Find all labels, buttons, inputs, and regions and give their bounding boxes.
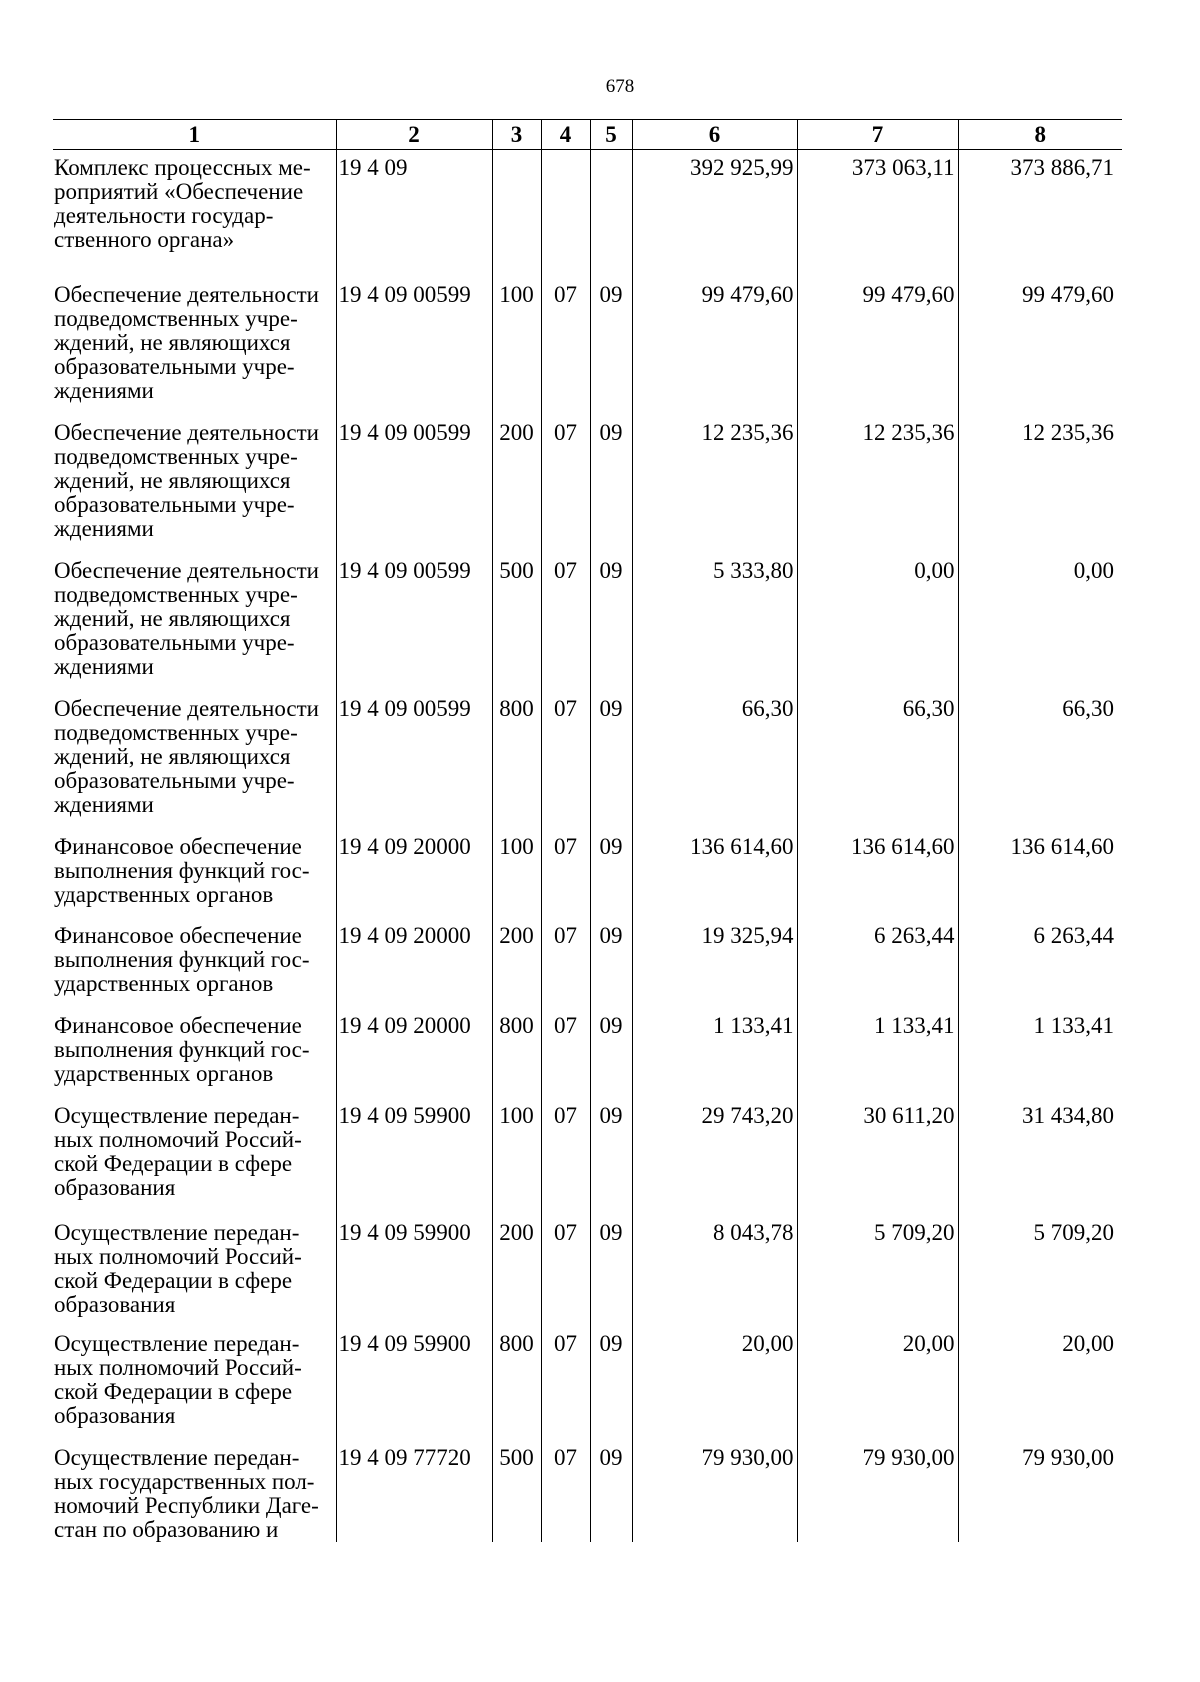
row-value8-cell: 66,30 <box>958 691 1122 829</box>
row-section-cell: 07 <box>541 553 590 691</box>
column-header: 1 <box>53 120 336 150</box>
row-type-cell: 100 <box>492 277 541 415</box>
row-name-line: ской Федерации в сфере <box>54 1268 293 1293</box>
row-code-cell: 19 4 09 00599 <box>336 277 492 415</box>
row-name-line: номочий Республики Даге- <box>54 1493 319 1518</box>
row-name-cell <box>53 277 336 415</box>
row-code-cell: 19 4 09 00599 <box>336 691 492 829</box>
row-subsection-cell: 09 <box>590 1008 632 1098</box>
column-header: 8 <box>958 120 1122 150</box>
table-row <box>53 1215 1122 1326</box>
row-type-cell: 100 <box>492 829 541 918</box>
row-value7-cell: 5 709,20 <box>797 1215 958 1326</box>
row-name-line: ждений, не являющихся <box>54 468 291 493</box>
row-value8-cell: 20,00 <box>958 1326 1122 1440</box>
table-row <box>53 918 1122 1008</box>
row-name-line: ждениями <box>54 516 154 541</box>
table-row <box>53 150 1122 278</box>
row-name-line: подведомственных учре- <box>54 306 298 331</box>
row-value8-cell: 1 133,41 <box>958 1008 1122 1098</box>
row-code-cell: 19 4 09 00599 <box>336 415 492 553</box>
row-type-cell: 100 <box>492 1098 541 1215</box>
row-name-line: ных государственных пол- <box>54 1469 315 1494</box>
row-subsection-cell: 09 <box>590 918 632 1008</box>
row-section-cell: 07 <box>541 415 590 553</box>
row-code-cell: 19 4 09 59900 <box>336 1215 492 1326</box>
row-name-line: Осуществление передан- <box>54 1445 300 1470</box>
column-header: 3 <box>492 120 541 150</box>
row-value8-cell: 79 930,00 <box>958 1440 1122 1542</box>
row-value7-cell: 1 133,41 <box>797 1008 958 1098</box>
row-name-line: выполнения функций гос- <box>54 858 310 883</box>
table-row <box>53 1440 1122 1542</box>
row-code-cell: 19 4 09 20000 <box>336 1008 492 1098</box>
row-subsection-cell: 09 <box>590 1098 632 1215</box>
row-subsection-cell: 09 <box>590 691 632 829</box>
row-value7-cell: 12 235,36 <box>797 415 958 553</box>
row-section-cell: 07 <box>541 918 590 1008</box>
table-row <box>53 277 1122 415</box>
row-name-line: Осуществление передан- <box>54 1331 300 1356</box>
table-row <box>53 415 1122 553</box>
row-name-line: выполнения функций гос- <box>54 947 310 972</box>
row-value7-cell: 66,30 <box>797 691 958 829</box>
row-name-cell <box>53 415 336 553</box>
row-subsection-cell: 09 <box>590 415 632 553</box>
row-name-cell <box>53 829 336 918</box>
row-name-cell <box>53 1440 336 1542</box>
row-name-line: деятельности государ- <box>54 203 274 228</box>
row-name-line: образования <box>54 1292 176 1317</box>
column-header: 5 <box>590 120 632 150</box>
row-name-line: выполнения функций гос- <box>54 1037 310 1062</box>
row-section-cell: 07 <box>541 1215 590 1326</box>
row-value7-cell: 373 063,11 <box>797 150 958 278</box>
row-name-line: образования <box>54 1403 176 1428</box>
row-subsection-cell: 09 <box>590 277 632 415</box>
row-name-line: Обеспечение деятельности <box>54 558 319 583</box>
row-name-line: подведомственных учре- <box>54 720 298 745</box>
row-section-cell: 07 <box>541 1326 590 1440</box>
row-type-cell: 800 <box>492 1008 541 1098</box>
row-value8-cell: 6 263,44 <box>958 918 1122 1008</box>
row-value8-cell: 5 709,20 <box>958 1215 1122 1326</box>
row-name-line: Обеспечение деятельности <box>54 420 319 445</box>
row-name-cell <box>53 691 336 829</box>
row-name-line: Финансовое обеспечение <box>54 834 302 859</box>
row-subsection-cell: 09 <box>590 829 632 918</box>
row-name-line: Обеспечение деятельности <box>54 282 319 307</box>
row-section-cell: 07 <box>541 691 590 829</box>
row-type-cell: 500 <box>492 553 541 691</box>
row-value7-cell: 136 614,60 <box>797 829 958 918</box>
row-value8-cell: 373 886,71 <box>958 150 1122 278</box>
row-value6-cell: 1 133,41 <box>632 1008 797 1098</box>
row-value7-cell: 79 930,00 <box>797 1440 958 1542</box>
row-code-cell: 19 4 09 <box>336 150 492 278</box>
row-name-line: подведомственных учре- <box>54 444 298 469</box>
row-code-cell: 19 4 09 20000 <box>336 918 492 1008</box>
column-header: 7 <box>797 120 958 150</box>
row-name-line: подведомственных учре- <box>54 582 298 607</box>
row-subsection-cell: 09 <box>590 1440 632 1542</box>
row-value7-cell: 0,00 <box>797 553 958 691</box>
row-code-cell: 19 4 09 59900 <box>336 1098 492 1215</box>
row-value6-cell: 136 614,60 <box>632 829 797 918</box>
row-name-line: ждениями <box>54 654 154 679</box>
row-name-line: Осуществление передан- <box>54 1220 300 1245</box>
row-name-line: Комплекс процессных ме- <box>54 155 311 180</box>
row-value6-cell: 12 235,36 <box>632 415 797 553</box>
row-section-cell <box>541 150 590 278</box>
row-type-cell <box>492 150 541 278</box>
row-code-cell: 19 4 09 20000 <box>336 829 492 918</box>
row-name-line: ской Федерации в сфере <box>54 1151 293 1176</box>
row-name-line: Обеспечение деятельности <box>54 696 319 721</box>
row-value8-cell: 99 479,60 <box>958 277 1122 415</box>
row-name-line: Осуществление передан- <box>54 1103 300 1128</box>
row-value6-cell: 29 743,20 <box>632 1098 797 1215</box>
row-value8-cell: 0,00 <box>958 553 1122 691</box>
table-row <box>53 1008 1122 1098</box>
row-type-cell: 200 <box>492 415 541 553</box>
row-name-cell <box>53 918 336 1008</box>
row-name-cell <box>53 150 336 278</box>
row-section-cell: 07 <box>541 1008 590 1098</box>
row-value6-cell: 5 333,80 <box>632 553 797 691</box>
row-value6-cell: 99 479,60 <box>632 277 797 415</box>
table-row <box>53 1098 1122 1215</box>
row-name-line: ных полномочий Россий- <box>54 1355 302 1380</box>
row-value6-cell: 79 930,00 <box>632 1440 797 1542</box>
row-type-cell: 200 <box>492 918 541 1008</box>
row-value6-cell: 392 925,99 <box>632 150 797 278</box>
row-value8-cell: 12 235,36 <box>958 415 1122 553</box>
row-type-cell: 200 <box>492 1215 541 1326</box>
row-name-cell <box>53 1326 336 1440</box>
row-section-cell: 07 <box>541 1098 590 1215</box>
row-name-line: ударственных органов <box>54 1061 274 1086</box>
row-subsection-cell <box>590 150 632 278</box>
row-name-line: ударственных органов <box>54 882 274 907</box>
header-row <box>53 120 1122 150</box>
row-subsection-cell: 09 <box>590 1215 632 1326</box>
row-code-cell: 19 4 09 59900 <box>336 1326 492 1440</box>
row-name-line: ударственных органов <box>54 971 274 996</box>
row-value6-cell: 8 043,78 <box>632 1215 797 1326</box>
row-section-cell: 07 <box>541 277 590 415</box>
row-name-cell <box>53 553 336 691</box>
row-value7-cell: 30 611,20 <box>797 1098 958 1215</box>
row-name-line: ждений, не являющихся <box>54 330 291 355</box>
row-section-cell: 07 <box>541 1440 590 1542</box>
row-value6-cell: 20,00 <box>632 1326 797 1440</box>
row-value7-cell: 99 479,60 <box>797 277 958 415</box>
row-name-line: ждений, не являющихся <box>54 744 291 769</box>
row-type-cell: 800 <box>492 691 541 829</box>
row-name-line: образовательными учре- <box>54 492 295 517</box>
column-header: 2 <box>336 120 492 150</box>
row-type-cell: 500 <box>492 1440 541 1542</box>
row-value8-cell: 31 434,80 <box>958 1098 1122 1215</box>
row-name-line: ждениями <box>54 378 154 403</box>
row-value7-cell: 6 263,44 <box>797 918 958 1008</box>
table-row <box>53 553 1122 691</box>
row-name-cell <box>53 1098 336 1215</box>
row-name-line: образования <box>54 1175 176 1200</box>
row-value6-cell: 66,30 <box>632 691 797 829</box>
row-name-cell <box>53 1215 336 1326</box>
column-header: 4 <box>541 120 590 150</box>
row-name-line: роприятий «Обеспечение <box>54 179 304 204</box>
row-name-line: ждениями <box>54 792 154 817</box>
budget-table <box>53 119 1122 1542</box>
row-name-line: Финансовое обеспечение <box>54 923 302 948</box>
table-row <box>53 829 1122 918</box>
row-name-line: ственного органа» <box>54 227 235 252</box>
row-code-cell: 19 4 09 77720 <box>336 1440 492 1542</box>
column-header: 6 <box>632 120 797 150</box>
row-type-cell: 800 <box>492 1326 541 1440</box>
row-name-cell <box>53 1008 336 1098</box>
row-subsection-cell: 09 <box>590 1326 632 1440</box>
row-name-line: образовательными учре- <box>54 768 295 793</box>
table-row <box>53 1326 1122 1440</box>
row-name-line: образовательными учре- <box>54 354 295 379</box>
row-value6-cell: 19 325,94 <box>632 918 797 1008</box>
row-value8-cell: 136 614,60 <box>958 829 1122 918</box>
row-code-cell: 19 4 09 00599 <box>336 553 492 691</box>
table-row <box>53 691 1122 829</box>
page-number: 678 <box>605 76 635 97</box>
row-section-cell: 07 <box>541 829 590 918</box>
row-value7-cell: 20,00 <box>797 1326 958 1440</box>
row-name-line: ждений, не являющихся <box>54 606 291 631</box>
row-name-line: стан по образованию и <box>54 1517 279 1542</box>
row-name-line: ных полномочий Россий- <box>54 1244 302 1269</box>
row-name-line: Финансовое обеспечение <box>54 1013 302 1038</box>
row-subsection-cell: 09 <box>590 553 632 691</box>
row-name-line: ской Федерации в сфере <box>54 1379 293 1404</box>
row-name-line: ных полномочий Россий- <box>54 1127 302 1152</box>
row-name-line: образовательными учре- <box>54 630 295 655</box>
